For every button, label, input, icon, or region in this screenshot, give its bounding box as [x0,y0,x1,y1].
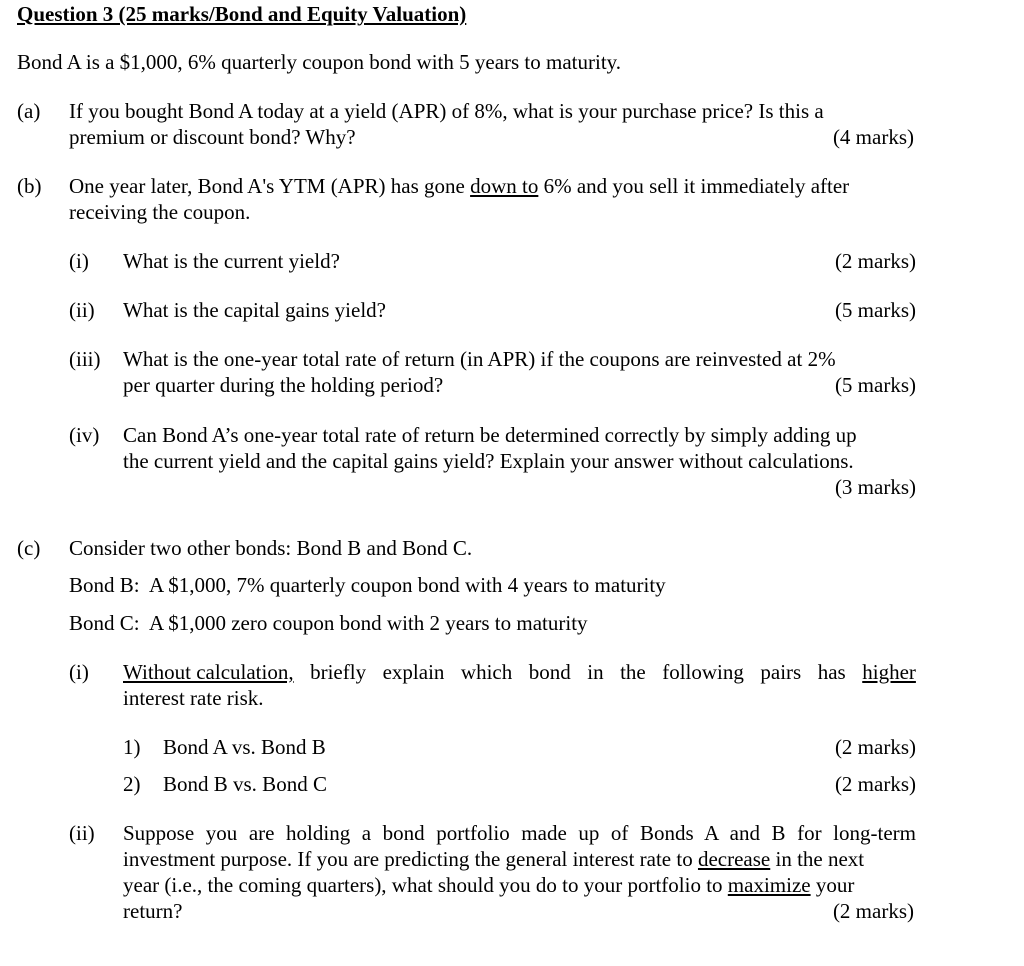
part-a-marks: (4 marks) [832,125,914,149]
part-c-i-pair2-text: Bond B vs. Bond C [163,772,327,796]
part-b-iii-line1: What is the one-year total rate of return (in APR) if the coupons are reinvested at 2% [123,347,836,371]
part-c-i-pair1-num: 1) [123,735,141,759]
part-b-line1 [69,173,849,199]
part-c-i-pair1-text: Bond A vs. Bond B [163,735,326,759]
part-b-iii-marks: (5 marks) [834,373,916,397]
part-c-ii-line3-post: your [810,873,855,897]
part-c-i-word-1: Without calculation, [123,660,294,684]
part-b-i-text: What is the current yield? [123,249,340,273]
part-c-ii-line3 [123,872,854,898]
part-c-i-line1 [123,659,916,685]
part-c-i-word-6: in [587,660,604,684]
part-b-label: (b) [17,174,42,198]
part-a-line2: premium or discount bond? Why? [69,125,356,149]
part-b-line1-underlined: down to [470,174,539,198]
part-b-i-label: (i) [69,249,89,273]
part-c-i-label: (i) [69,660,89,684]
part-c-i-word-9: pairs [760,660,802,684]
part-b-iv-line1: Can Bond A’s one-year total rate of return be determined correctly by simply adding up [123,423,857,447]
part-c-i-word-3: explain [382,660,445,684]
part-c-ii-label: (ii) [69,821,95,845]
part-c-bond-c: Bond C: A $1,000 zero coupon bond with 2 years to maturity [69,611,588,635]
part-b-iv-marks: (3 marks) [834,475,916,499]
part-c-ii-line2-underlined: decrease [697,847,771,871]
part-b-iii-label: (iii) [69,347,101,371]
part-c-label: (c) [17,536,41,560]
part-c-i-word-10: has [817,660,846,684]
part-b-i-marks: (2 marks) [834,249,916,273]
part-c-ii-line3-underlined: maximize [727,873,811,897]
part-c-i-pair2-num: 2) [123,772,141,796]
part-c-ii-line2-pre: investment purpose. If you are predicting the general interest rate to [123,847,698,871]
part-c-i-pair1-marks: (2 marks) [834,735,916,759]
part-c-ii-line2 [123,846,864,872]
part-a-label: (a) [17,99,41,123]
part-b-line2: receiving the coupon. [69,200,251,224]
part-c-i-word-4: which [460,660,513,684]
part-b-line1-post: 6% and you sell it immediately after [538,174,850,198]
part-b-ii-label: (ii) [69,298,95,322]
part-c-ii-line2-post: in the next [770,847,865,871]
part-c-line1: Consider two other bonds: Bond B and Bond C. [69,536,473,560]
part-b-ii-text: What is the capital gains yield? [123,298,386,322]
part-c-i-word-2: briefly [310,660,367,684]
part-b-iii-line2: per quarter during the holding period? [123,373,444,397]
part-c-i-word-8: following [662,660,744,684]
part-c-ii-line4: return? [123,899,183,923]
part-c-ii-line3-pre: year (i.e., the coming quarters), what should you do to your portfolio to [123,873,728,897]
part-c-ii-marks: (2 marks) [832,899,914,923]
part-c-i-word-7: the [620,660,646,684]
part-a-line1: If you bought Bond A today at a yield (APR) of 8%, what is your purchase price? Is this a [69,99,824,123]
question-intro: Bond A is a $1,000, 6% quarterly coupon bond with 5 years to maturity. [17,50,622,74]
part-c-bond-b: Bond B: A $1,000, 7% quarterly coupon bond with 4 years to maturity [69,573,666,597]
part-c-i-word-11: higher [862,660,916,684]
part-c-i-word-5: bond [528,660,571,684]
part-c-i-line2: interest rate risk. [123,686,264,710]
part-b-iv-label: (iv) [69,423,100,447]
part-b-ii-marks: (5 marks) [834,298,916,322]
part-b-line1-pre: One year later, Bond A's YTM (APR) has gone [69,174,471,198]
part-c-ii-line1: Suppose you are holding a bond portfolio made up of Bonds A and B for long-term [123,821,916,845]
part-b-iv-line2: the current yield and the capital gains yield? Explain your answer without calculations. [123,449,854,473]
part-c-i-pair2-marks: (2 marks) [834,772,916,796]
question-title: Question 3 (25 marks/Bond and Equity Valuation) [17,2,467,26]
